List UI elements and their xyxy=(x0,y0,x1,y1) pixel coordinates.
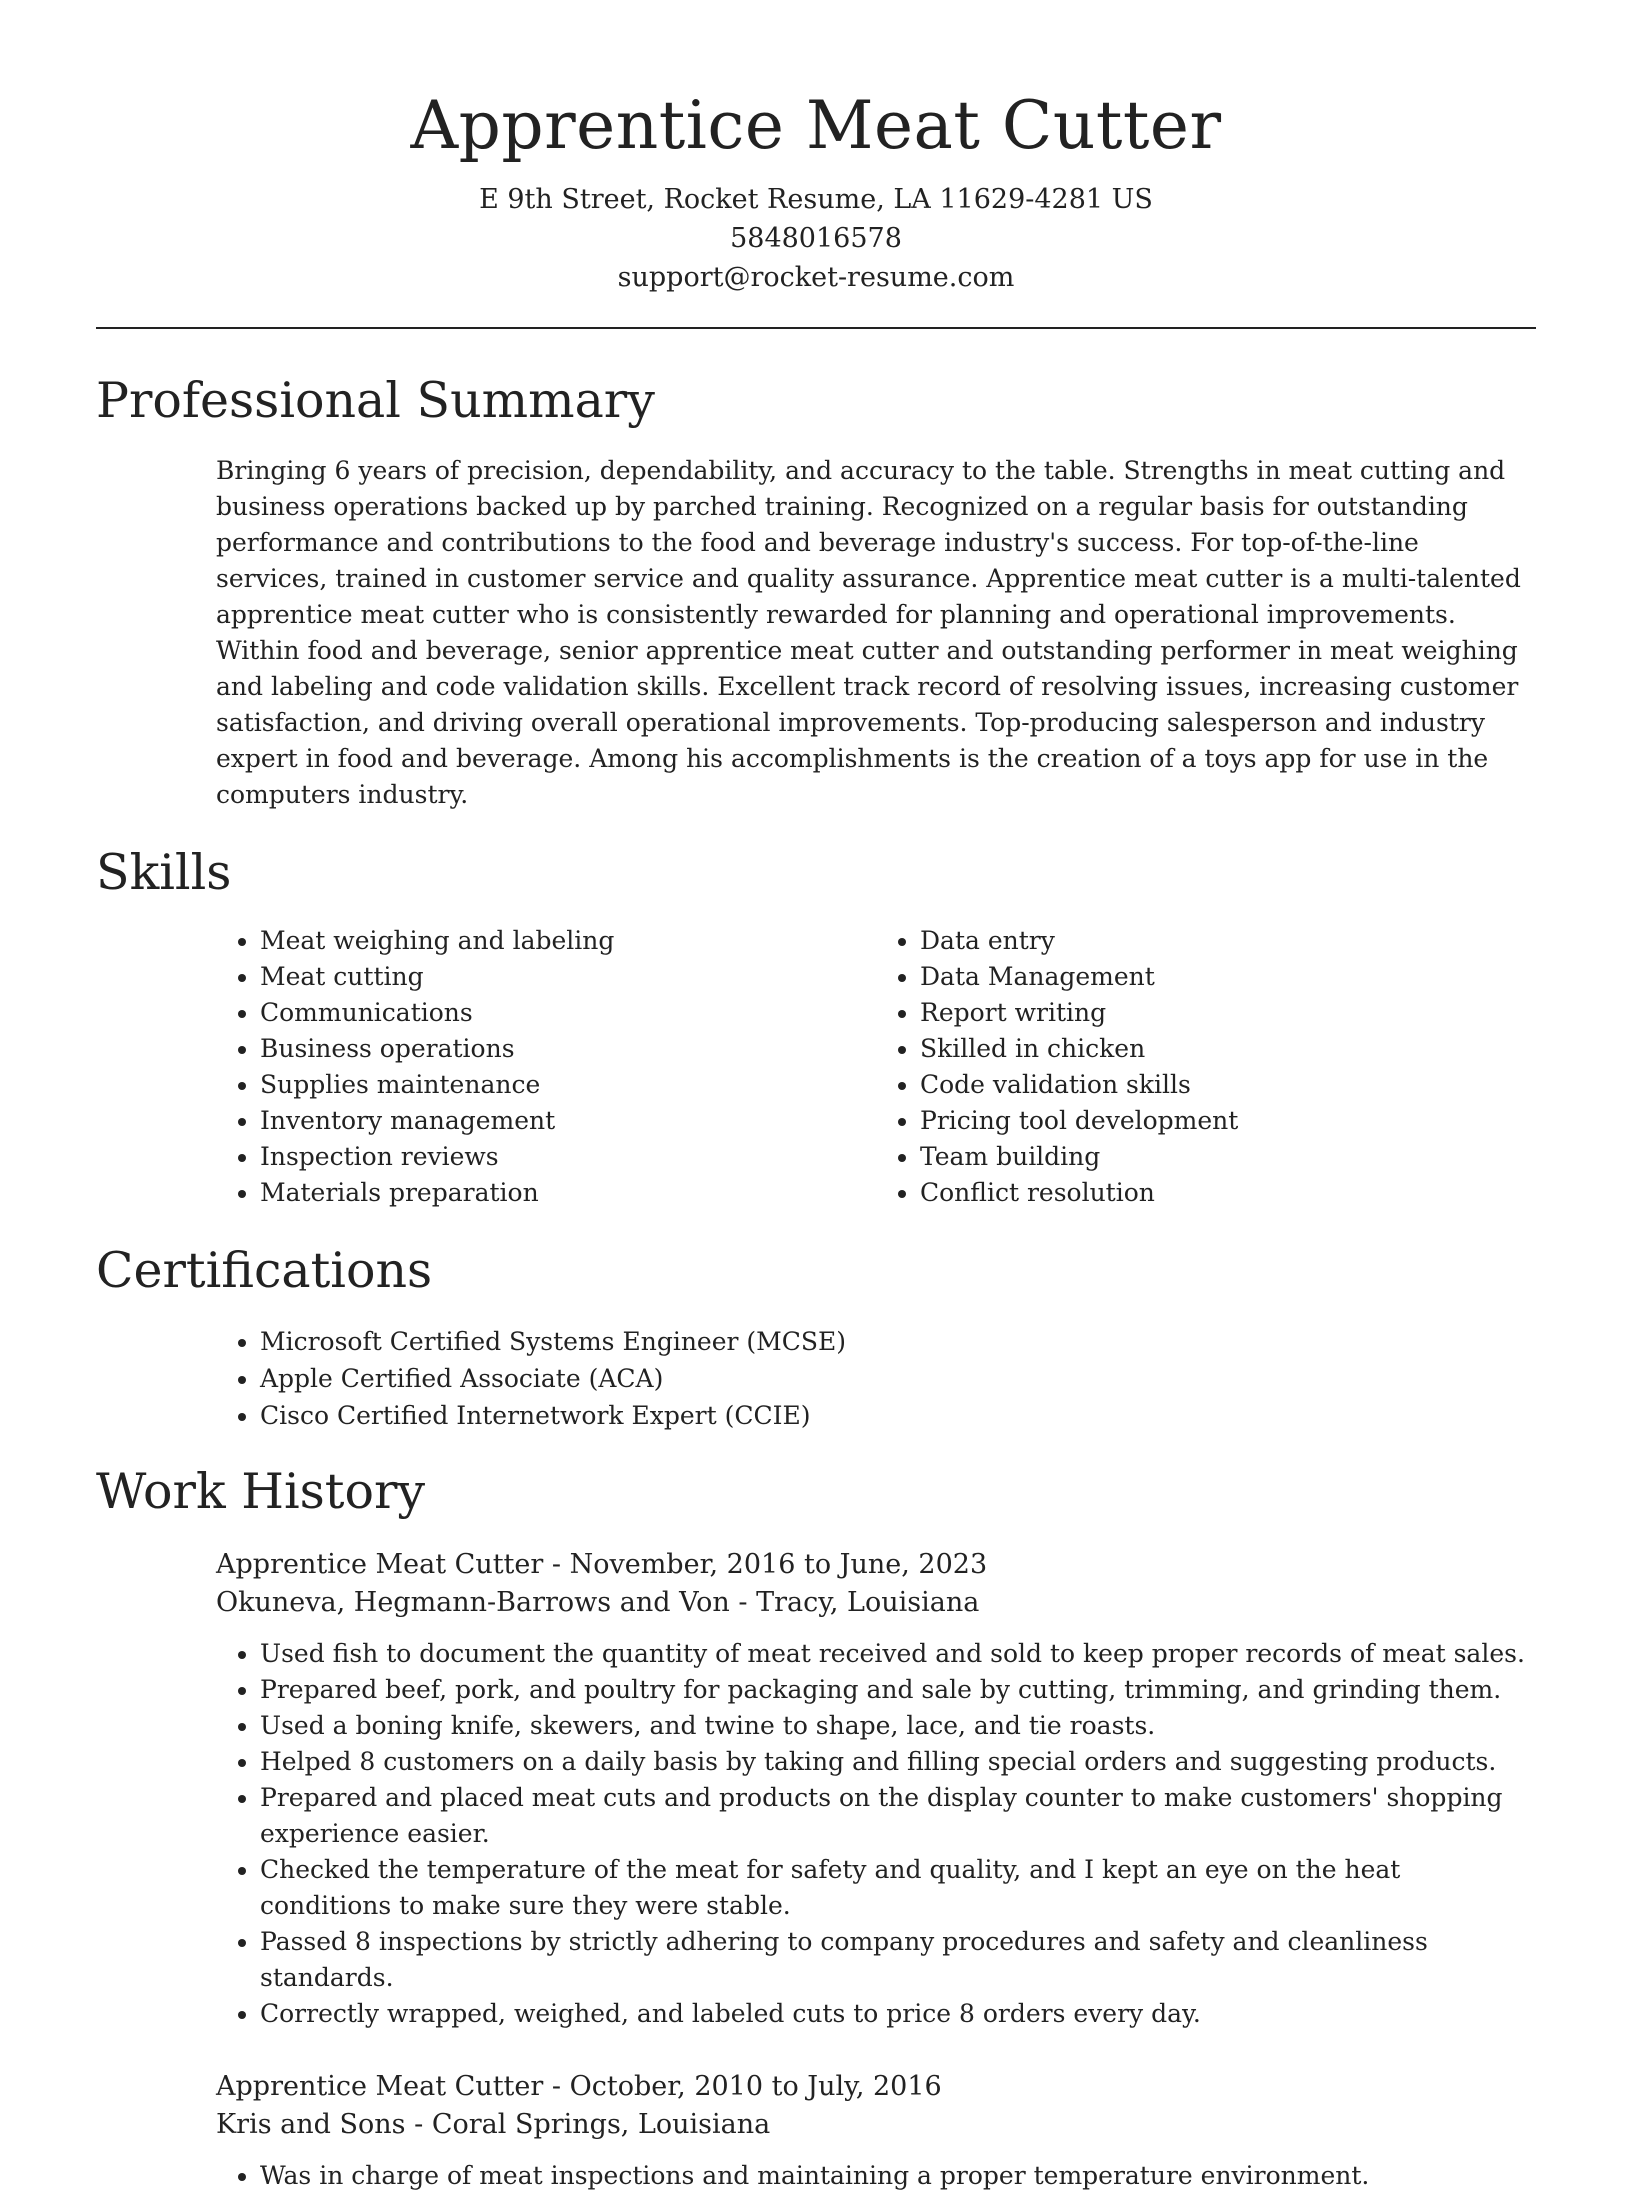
skill-item: • Data Management xyxy=(920,959,1536,995)
job-entry xyxy=(216,2068,1536,2194)
duty-item: • Was in charge of meat inspections and maintaining a proper temperature environment. xyxy=(260,2158,1536,2194)
duty-item: • Helped 8 customers on a daily basis by taking and filling special orders and suggesting products. xyxy=(260,1744,1536,1780)
contact-email: support@rocket-resume.com xyxy=(617,262,1015,293)
skills-columns xyxy=(216,923,1536,1211)
work-history-heading: Work History xyxy=(96,1463,426,1520)
certification-item: • Microsoft Certified Systems Engineer (MCSE) xyxy=(260,1323,1536,1360)
duty-item: • Correctly wrapped, weighed, and labeled cuts to price 8 orders every day. xyxy=(260,1996,1536,2032)
resume-page xyxy=(96,0,1536,2194)
header-divider xyxy=(96,327,1536,329)
skills-list-left xyxy=(216,923,876,1211)
certifications-list xyxy=(216,1323,1536,1434)
skill-item: • Skilled in chicken xyxy=(920,1031,1536,1067)
skill-item: • Team building xyxy=(920,1139,1536,1175)
job-title: Apprentice Meat Cutter xyxy=(216,1549,544,1580)
job-company: Okuneva, Hegmann-Barrows and Von xyxy=(216,1587,730,1618)
skills-list-right xyxy=(876,923,1536,1211)
skill-item: • Communications xyxy=(260,995,876,1031)
certification-item: • Cisco Certified Internetwork Expert (CCIE) xyxy=(260,1397,1536,1434)
duty-item: • Passed 8 inspections by strictly adhering to company procedures and safety and cleanliness standards. xyxy=(260,1924,1536,1996)
skill-item: • Materials preparation xyxy=(260,1175,876,1211)
job-dates: October, 2010 to July, 2016 xyxy=(569,2071,942,2102)
duty-item: • Used a boning knife, skewers, and twine to shape, lace, and tie roasts. xyxy=(260,1708,1536,1744)
job-company: Kris and Sons xyxy=(216,2109,406,2140)
contact-phone: 5848016578 xyxy=(730,223,902,254)
duty-item: • Checked the temperature of the meat for safety and quality, and I kept an eye on the heat conditions to make sure they were stable. xyxy=(260,1852,1536,1924)
job-dates: November, 2016 to June, 2023 xyxy=(569,1549,988,1580)
job-separator: - xyxy=(405,2109,432,2140)
skill-item: • Conflict resolution xyxy=(920,1175,1536,1211)
skill-item: • Inspection reviews xyxy=(260,1139,876,1175)
skill-item: • Inventory management xyxy=(260,1103,876,1139)
job-separator: - xyxy=(729,1587,757,1618)
job-separator: - xyxy=(543,1549,570,1580)
skill-item: • Supplies maintenance xyxy=(260,1067,876,1103)
skills-heading: Skills xyxy=(96,844,232,901)
contact-address: E 9th Street, Rocket Resume, LA 11629-4281 US xyxy=(479,184,1153,215)
job-title: Apprentice Meat Cutter xyxy=(216,2071,544,2102)
duty-item: • Prepared and placed meat cuts and products on the display counter to make customers' shopping experience easier. xyxy=(260,1780,1536,1852)
skill-item: • Pricing tool development xyxy=(920,1103,1536,1139)
job-title-line xyxy=(216,1546,1536,1584)
summary-heading: Professional Summary xyxy=(96,372,655,429)
skill-item: • Data entry xyxy=(920,923,1536,959)
job-company-line xyxy=(216,1584,1536,1622)
skill-item: • Code validation skills xyxy=(920,1067,1536,1103)
duty-item: • Prepared beef, pork, and poultry for packaging and sale by cutting, trimming, and grinding them. xyxy=(260,1672,1536,1708)
duty-item: • Used fish to document the quantity of meat received and sold to keep proper records of meat sales. xyxy=(260,1636,1536,1672)
job-duties-list xyxy=(216,2158,1536,2194)
candidate-name: Apprentice Meat Cutter xyxy=(410,87,1222,164)
skill-item: • Meat cutting xyxy=(260,959,876,995)
resume-header xyxy=(96,0,1536,297)
job-duties-list xyxy=(216,1636,1536,2032)
skill-item: • Meat weighing and labeling xyxy=(260,923,876,959)
job-title-line xyxy=(216,2068,1536,2106)
certification-item: • Apple Certified Associate (ACA) xyxy=(260,1360,1536,1397)
skill-item: • Report writing xyxy=(920,995,1536,1031)
job-entry xyxy=(216,1546,1536,2032)
job-separator: - xyxy=(543,2071,570,2102)
job-location: Coral Springs, Louisiana xyxy=(431,2109,771,2140)
summary-text: Bringing 6 years of precision, dependability, and accuracy to the table. Strengths in meat cutting and business operations backed up by parched training. Recognized on a regular basis for outstanding performance and contributions to the food and beverage industry's success. For top-of-the-line services, trained in customer service and quality assurance. Apprentice meat cutter is a multi-talented apprentice meat cutter who is consistently rewarded for planning and operational improvements. Within food and beverage, senior apprentice meat cutter and outstanding performer in meat weighing and labeling and code validation skills. Excellent track record of resolving issues, increasing customer satisfaction, and driving overall operational improvements. Top-producing salesperson and industry expert in food and beverage. Among his accomplishments is the creation of a toys app for use in the computers industry. xyxy=(216,456,1521,809)
job-location: Tracy, Louisiana xyxy=(756,1587,980,1618)
skill-item: • Business operations xyxy=(260,1031,876,1067)
certifications-heading: Certifications xyxy=(96,1242,433,1299)
